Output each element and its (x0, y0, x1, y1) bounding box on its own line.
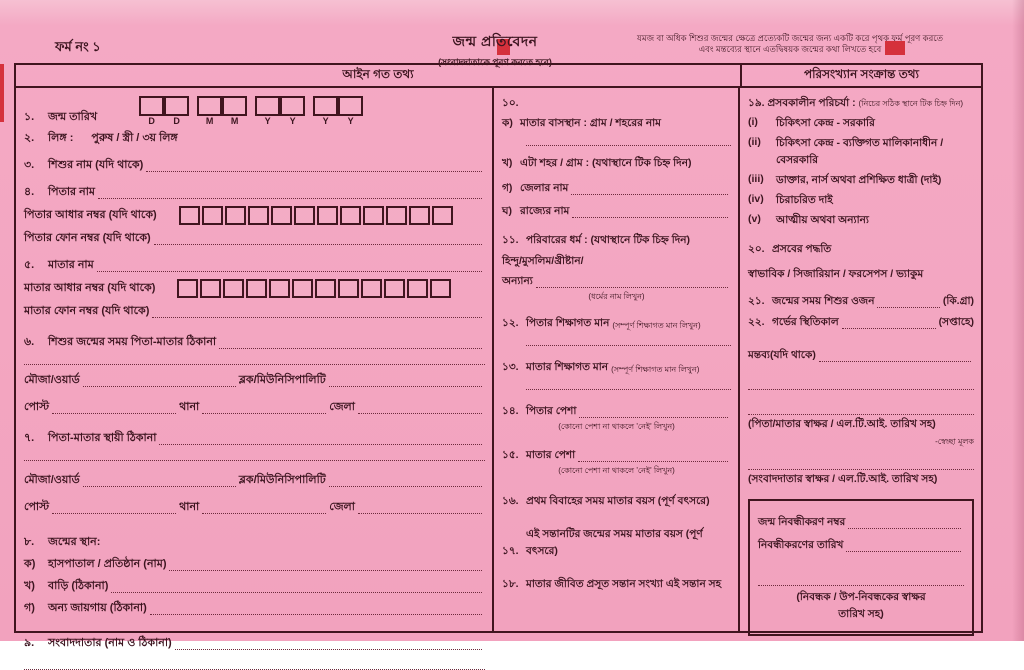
char-box (222, 96, 247, 116)
char-box (139, 96, 164, 116)
field-label: মৌজা/ওয়ার্ড (24, 374, 80, 386)
field-child-name (24, 156, 485, 175)
field-mother-education (502, 360, 731, 377)
field-sex (24, 129, 485, 148)
field-informant-name-address (24, 634, 485, 653)
fill-line (98, 197, 482, 199)
field-label: ব্লক/মিউনিসিপালিটি (238, 474, 326, 486)
field-hospital-name (24, 555, 485, 574)
field-label: জন্ম তারিখ (48, 111, 98, 123)
field-label: লিঙ্গ : (48, 132, 74, 144)
field-father-phone (24, 229, 485, 248)
fill-line (52, 412, 176, 414)
fill-line (572, 216, 728, 218)
field-gestation-period (748, 315, 974, 332)
field-mother-phone (24, 302, 485, 321)
field-place-of-birth (24, 533, 485, 552)
item-number: ৮. (24, 536, 35, 548)
item-letter: ক) (502, 117, 513, 129)
fill-line (202, 512, 326, 514)
address-row-post-thana-district (24, 398, 485, 417)
item-number: ১. (24, 111, 35, 123)
registrar-signature-caption-line1: (নিবন্ধক / উপ-নিবন্ধকের স্বাক্ষর (796, 591, 926, 603)
char-box (386, 206, 407, 225)
date-letter: Y (347, 116, 354, 126)
voluntary-note: -স্বেচ্ছা মূলক (935, 437, 974, 446)
fill-line (877, 306, 939, 308)
field-mother-aadhaar (24, 279, 485, 298)
field-state-name (502, 204, 731, 221)
date-box-cell (164, 96, 189, 127)
field-mother-age-this-birth (502, 527, 731, 561)
field-label: জন্মের স্থান: (48, 536, 101, 548)
fill-line (219, 347, 482, 349)
date-box-cell (197, 96, 222, 127)
fill-line (24, 659, 485, 670)
field-parents-address-at-birth (24, 333, 485, 352)
field-label: প্রসবের পদ্ধতি (772, 243, 832, 255)
option-number: (iii) (748, 173, 764, 185)
item-number: ১৪. (502, 405, 519, 417)
char-box (179, 206, 200, 225)
char-box (315, 279, 336, 298)
fill-line (526, 335, 731, 346)
item-letter: ঘ) (502, 205, 512, 217)
field-label: পিতার ফোন নম্বর (যদি থাকে) (24, 232, 151, 244)
char-box (223, 279, 244, 298)
field-children-born-alive (502, 577, 731, 594)
char-box (313, 96, 338, 116)
field-label: মাতার বাসস্থান : গ্রাম / শহরের নাম (520, 117, 661, 129)
note-line-2: এবং মন্তব্যের স্থানে এতদ্বিষয়ক জন্মের কথা লিখতে হবে (698, 44, 882, 54)
fill-line (526, 379, 731, 390)
legal-info-column (16, 88, 494, 649)
item-letter: ক) (24, 558, 36, 570)
address-row-mouza-block (24, 371, 485, 390)
field-label: প্রথম বিবাহের সময় মাতার বয়স (পূর্ণ বৎসরে) (526, 495, 710, 507)
fill-line (578, 460, 728, 462)
fill-line (579, 416, 728, 418)
item-number: ২২. (748, 316, 765, 328)
field-label: সংবাদদাতার (নাম ও ঠিকানা) (48, 637, 172, 649)
field-label: অন্য জায়গায় (ঠিকানা) (48, 602, 147, 614)
fill-line (202, 412, 326, 414)
option-number: (iv) (748, 193, 764, 205)
fill-line (111, 591, 482, 593)
option-number: (i) (748, 116, 758, 128)
fill-line (329, 485, 482, 487)
field-label: জেলা (329, 501, 355, 513)
red-scan-mark (0, 64, 4, 122)
item-number: ৬. (24, 336, 35, 348)
item-letter: খ) (24, 580, 35, 592)
form-subtitle: (সংবাদদাতাকে পূরণ করতে হবে) (438, 57, 552, 67)
fill-line (24, 450, 485, 461)
field-note: (সম্পূর্ণ শিক্ষাগত মান লিখুন) (611, 365, 700, 374)
field-label: পিতা-মাতার স্থায়ী ঠিকানা (48, 432, 157, 444)
char-box (292, 279, 313, 298)
char-box (248, 206, 269, 225)
char-box (317, 206, 338, 225)
field-registration-number (758, 515, 964, 532)
char-box (202, 206, 223, 225)
char-box (271, 206, 292, 225)
field-label: মাতার শিক্ষাগত মান (526, 361, 609, 373)
option-doctor-nurse-midwife (748, 173, 974, 190)
item-number: ১৭. (502, 545, 519, 557)
fill-line (842, 327, 936, 329)
fill-line (748, 404, 974, 415)
date-letter: M (230, 116, 239, 126)
fill-line (846, 550, 961, 552)
char-box (280, 96, 305, 116)
field-note: (সম্পূর্ণ শিক্ষাগত মান লিখুন) (612, 321, 701, 330)
char-box (269, 279, 290, 298)
item-number: ৭. (24, 432, 35, 444)
fill-line (152, 316, 482, 318)
option-label: চিকিৎসা কেন্দ্র - সরকারি (776, 117, 875, 129)
field-label: শিশুর নাম (যদি থাকে) (48, 159, 144, 171)
field-comments (748, 348, 974, 365)
fill-line (748, 459, 974, 470)
item-number: ১৫. (502, 449, 519, 461)
item-number: ৩. (24, 159, 35, 171)
item-number: ১২. (502, 317, 519, 329)
item-letter: খ) (502, 157, 513, 169)
char-box (197, 96, 222, 116)
multiple-birth-note (565, 33, 1015, 55)
char-box (340, 206, 361, 225)
field-delivery-method (748, 242, 974, 259)
item-number: ৯. (24, 637, 35, 649)
fill-line (526, 135, 731, 146)
field-label: রাজ্যের নাম (520, 205, 570, 217)
option-traditional-midwife (748, 193, 974, 210)
field-label: অন্যান্য (502, 275, 533, 287)
date-letter: Y (322, 116, 329, 126)
address-row-post-thana-district (24, 498, 485, 517)
fill-line (329, 385, 482, 387)
fill-line (819, 360, 971, 362)
field-father-name (24, 183, 485, 202)
field-label: জন্ম নিবন্ধীকরণ নম্বর (758, 516, 846, 528)
char-box (255, 96, 280, 116)
char-box (338, 279, 359, 298)
field-label: পিতার পেশা (526, 405, 577, 417)
field-religion-other (502, 274, 731, 291)
field-label: বাড়ি (ঠিকানা) (48, 580, 109, 592)
section-header-row (16, 65, 981, 88)
date-boxes (139, 96, 371, 127)
date-box-cell (255, 96, 280, 127)
field-mother-age-first-marriage (502, 494, 731, 511)
legal-info-header: আইন গত তথ্য (16, 65, 742, 86)
item-number: ১৯. (748, 97, 765, 109)
field-label: মাতার পেশা (526, 449, 576, 461)
field-parents-permanent-address (24, 429, 485, 448)
field-father-occupation (502, 404, 731, 421)
char-box (407, 279, 428, 298)
informant-signature-caption: (সংবাদদাতার স্বাক্ষর / এল.টি.আই. তারিখ সহ) (748, 473, 938, 485)
char-box (338, 96, 363, 116)
option-label: চিরাচরিত দাই (776, 194, 833, 206)
field-label: জেলার নাম (520, 182, 569, 194)
field-label: গর্ভের স্থিতিকাল (772, 316, 839, 328)
field-label: পিতার আধার নম্বর (যদি থাকে) (24, 209, 157, 221)
field-birth-date (24, 96, 485, 127)
field-note: (নিচের সঠিক স্থানে টিক চিহ্ন দিন) (858, 99, 964, 108)
item-10 (502, 96, 731, 113)
statistical-info-header: পরিসংখ্যান সংক্রান্ত তথ্য (803, 66, 920, 81)
item-number: ২০. (748, 243, 765, 255)
char-box (384, 279, 405, 298)
fill-line (83, 485, 236, 487)
field-label: জন্মের সময় শিশুর ওজন (772, 295, 875, 307)
field-mother-residence (502, 116, 731, 133)
note-line-1: যমজ বা অধিক শিশুর জন্মের ক্ষেত্রে প্রত্যেকটি জন্মের জন্য একটি করে পৃথক ফর্ম পূরণ করতে (636, 33, 944, 43)
date-letter: Y (289, 116, 296, 126)
field-label: পোস্ট (24, 401, 50, 413)
date-letter: M (205, 116, 214, 126)
field-birth-weight (748, 294, 974, 311)
option-number: (ii) (748, 136, 761, 148)
field-label: থানা (179, 401, 200, 413)
fill-line (146, 170, 482, 172)
fill-line (24, 354, 485, 365)
fill-line (159, 443, 482, 445)
fill-line (358, 512, 482, 514)
date-box-cell (313, 96, 338, 127)
fill-line (175, 648, 482, 650)
char-box (432, 206, 453, 225)
unit-label: (কি.গ্রা) (942, 295, 974, 307)
item-letter: গ) (502, 182, 513, 194)
date-box-cell (280, 96, 305, 127)
option-medical-centre-private (748, 136, 974, 170)
field-label: মাতার নাম (48, 259, 94, 271)
religion-options: হিন্দু/মুসলিম/খ্রীষ্টান/ (502, 255, 584, 267)
item-number: ১৩. (502, 361, 519, 373)
item-number: ২. (24, 132, 35, 144)
fill-line (571, 193, 728, 195)
form-title: জন্ম প্রতিবেদন (452, 33, 538, 49)
fill-line (52, 512, 176, 514)
parent-signature-caption: (পিতা/মাতার স্বাক্ষর / এল.টি.আই. তারিখ সহ) (748, 418, 936, 430)
statistical-info-column-1 (494, 88, 740, 631)
field-label: পিতার শিক্ষাগত মান (526, 317, 610, 329)
char-box (294, 206, 315, 225)
fill-line (748, 379, 974, 390)
field-label: এই সন্তানটির জন্মের সময় মাতার বয়স (পূর্ণ বৎসরে) (526, 528, 703, 557)
fill-line (97, 270, 482, 272)
item-number: ২১. (748, 295, 765, 307)
option-number: (v) (748, 213, 761, 225)
field-label: নিবন্ধীকরণের তারিখ (758, 539, 844, 551)
form-table (14, 63, 983, 649)
delivery-method-options: স্বাভাবিক / সিজারিয়ান / ফরসেপস / ভ্যাকুম (748, 268, 924, 280)
statistical-info-column-2 (740, 88, 981, 631)
date-box-cell (222, 96, 247, 127)
field-label: পিতার নাম (48, 186, 96, 198)
date-letter: Y (264, 116, 271, 126)
aadhaar-boxes (179, 206, 453, 225)
option-medical-centre-govt (748, 116, 974, 133)
item-number: ৪. (24, 186, 35, 198)
field-label: মন্তব্য(যদি থাকে) (748, 349, 816, 361)
field-registration-date (758, 538, 964, 555)
registration-box (748, 499, 974, 636)
date-box-cell (338, 96, 363, 127)
occupation-note: (কোনো পেশা না থাকলে 'নেই' লিখুন) (558, 466, 675, 475)
fill-line (848, 527, 961, 529)
option-relative-other (748, 213, 974, 230)
date-letter: D (148, 116, 155, 126)
sex-options: পুরুষ / স্ত্রী / ৩য় লিঙ্গ (91, 132, 178, 144)
field-label: জেলা (329, 401, 355, 413)
date-letter: D (173, 116, 180, 126)
item-number: ৫. (24, 259, 35, 271)
item-number: ১১. (502, 234, 519, 246)
field-delivery-attention (748, 96, 974, 113)
item-number: ১৬. (502, 495, 519, 507)
char-box (164, 96, 189, 116)
char-box (246, 279, 267, 298)
field-label: পোস্ট (24, 501, 50, 513)
option-label: ডাক্তার, নার্স অথবা প্রশিক্ষিত ধাত্রী (দাই) (776, 174, 942, 186)
field-other-place (24, 599, 485, 618)
aadhaar-boxes (177, 279, 451, 298)
item-number: ১৮. (502, 578, 519, 590)
fill-line (358, 412, 482, 414)
item-letter: গ) (24, 602, 35, 614)
char-box (409, 206, 430, 225)
field-home-address (24, 577, 485, 596)
fill-line (169, 569, 482, 571)
field-label: প্রসবকালীন পরিচর্যা : (767, 97, 856, 109)
field-label: পরিবারের ধর্ম : (যথাস্থানে টিক চিহ্ন দিন) (526, 234, 690, 246)
field-mother-name (24, 256, 485, 275)
fill-line (154, 243, 482, 245)
date-box-cell (139, 96, 164, 127)
char-box (430, 279, 451, 298)
char-box (361, 279, 382, 298)
char-box (200, 279, 221, 298)
field-label: এটা শহর / গ্রাম : (যথাস্থানে টিক চিহ্ন দিন) (520, 157, 692, 169)
field-father-education (502, 316, 731, 333)
field-district-name (502, 181, 731, 198)
fill-line (758, 575, 964, 586)
field-label: ব্লক/মিউনিসিপালিটি (238, 374, 326, 386)
registrar-signature-caption-line2: তারিখ সহ) (838, 608, 884, 620)
religion-note: (ধর্মের নাম লিখুন) (588, 292, 645, 301)
occupation-note: (কোনো পেশা না থাকলে 'নেই' লিখুন) (558, 422, 675, 431)
address-row-mouza-block (24, 471, 485, 490)
form-number: ফর্ম নং ১ (55, 39, 101, 54)
char-box (225, 206, 246, 225)
char-box (177, 279, 198, 298)
field-father-aadhaar (24, 206, 485, 225)
field-label: হাসপাতাল / প্রতিষ্ঠান (নাম) (48, 558, 167, 570)
field-label: শিশুর জন্মের সময় পিতা-মাতার ঠিকানা (48, 336, 217, 348)
fill-line (536, 286, 728, 288)
char-box (363, 206, 384, 225)
field-label: থানা (179, 501, 200, 513)
fill-line (83, 385, 236, 387)
field-label: মৌজা/ওয়ার্ড (24, 474, 80, 486)
field-label: মাতার আধার নম্বর (যদি থাকে) (24, 282, 156, 294)
fill-line (150, 613, 482, 615)
option-label: আত্মীয় অথবা অন্যান্য (776, 214, 869, 226)
item-number: ১০. (502, 97, 519, 109)
field-town-or-village (502, 156, 731, 173)
field-label: মাতার ফোন নম্বর (যদি থাকে) (24, 305, 150, 317)
unit-label: (সপ্তাহে) (938, 316, 974, 328)
field-mother-occupation (502, 448, 731, 465)
option-label: চিকিৎসা কেন্দ্র - ব্যক্তিগত মালিকানাধীন / বেসরকারি (776, 137, 944, 166)
field-family-religion (502, 233, 731, 250)
field-label: মাতার জীবিত প্রসূত সন্তান সংখ্যা এই সন্তান সহ (526, 578, 722, 590)
